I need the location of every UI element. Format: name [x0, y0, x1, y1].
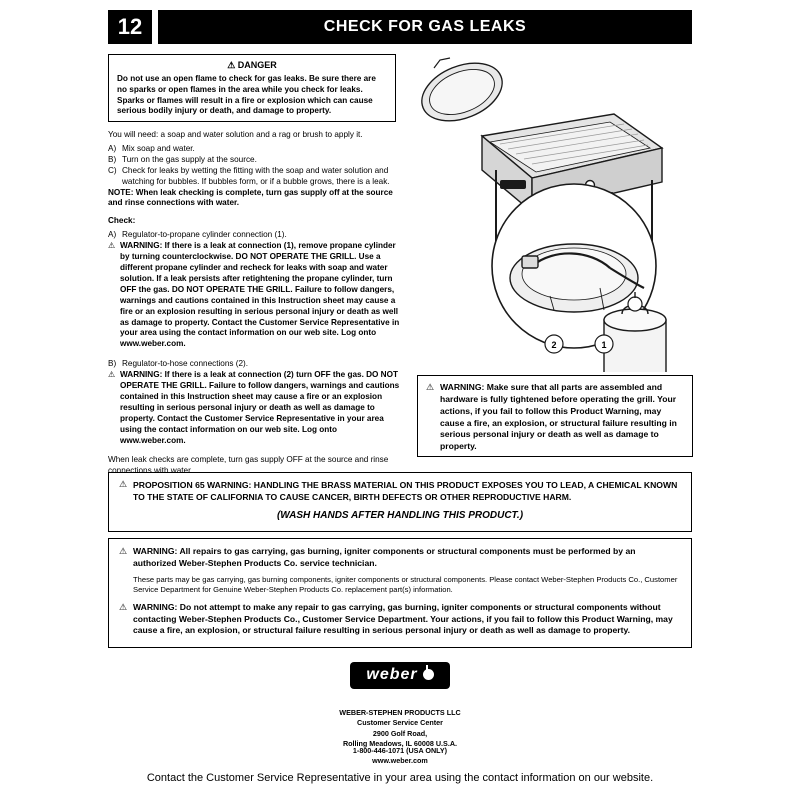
page-header: [108, 10, 692, 44]
page-title: CHECK FOR GAS LEAKS: [158, 10, 692, 44]
warning-a-text: WARNING: If there is a leak at connection (1), remove propane cylinder by turning counterclockwise. DO NOT OPERATE THE GRILL. Use a different propane cylinder and recheck for leaks with soap and water solution. If a leak persists after retightening the propane cylinder, turn OFF the gas. DO NOT OPERATE THE GRILL. Failure to follow dangers, warnings and cautions contained in this Instruction sheet may cause a fire or an explosion resulting in serious personal injury or death as well as damage to property. Contact the Customer Service Representative in your area using the contact information on our web site. Log onto www.weber.com.: [120, 241, 400, 349]
danger-box: [108, 54, 396, 122]
weber-logo: [0, 662, 800, 689]
repair-note-text: These parts may be gas carrying, gas burning components, igniter components or structural components. Please contact Weber-Stephen Products Co., Customer Service Department for Genuine Weber-Stephen Products Co. replacement part(s) information.: [133, 574, 678, 595]
warning-triangle-icon: ⚠: [119, 546, 128, 556]
logo-text: weber: [366, 666, 418, 683]
callout-2-label: 2: [551, 340, 557, 350]
list-item: [108, 230, 400, 241]
step-marker: B): [108, 154, 117, 164]
wash-hands-text: (WASH HANDS AFTER HANDLING THIS PRODUCT.): [276, 510, 524, 522]
item-marker: A): [108, 230, 117, 240]
address-line-2: Rolling Meadows, IL 60008 U.S.A.: [342, 739, 458, 749]
list-item: [108, 155, 400, 166]
you-will-need-line: You will need: a soap and water solution and a rag or brush to apply it.: [108, 130, 363, 139]
note-text: NOTE: When leak checking is complete, turn gas supply off at the source and rinse connections with water.: [108, 187, 393, 208]
department-name: Customer Service Center: [357, 718, 443, 728]
warning-a: [108, 241, 400, 350]
warning-triangle-icon: ⚠: [108, 370, 116, 380]
step-marker: A): [108, 143, 117, 153]
company-name: WEBER-STEPHEN PRODUCTS LLC: [339, 708, 461, 717]
page-number-badge: 12: [108, 10, 152, 44]
footer-address: [0, 708, 800, 750]
item-text: Regulator-to-hose connections (2).: [122, 359, 249, 369]
step-marker: C): [108, 165, 117, 175]
item-text: Regulator-to-propane cylinder connection (1).: [122, 230, 287, 240]
check-label: Check:: [108, 216, 136, 226]
footer-contact-line: Contact the Customer Service Representative in your area using the contact information on our website.: [146, 772, 654, 784]
list-item: [108, 359, 400, 370]
phone-number: 1-800-446-1071 (USA ONLY): [352, 746, 448, 755]
callout-1-label: 1: [601, 340, 607, 350]
assembly-warning-box: [417, 375, 693, 457]
list-item: [108, 166, 400, 188]
footer-contact-info: [0, 746, 800, 767]
item-marker: B): [108, 359, 117, 369]
warning-b: [108, 370, 400, 446]
repair-warnings-box: [108, 538, 692, 648]
step-text: Turn on the gas supply at the source.: [122, 154, 257, 164]
list-item: [108, 144, 400, 155]
warning-triangle-icon: ⚠: [119, 479, 128, 489]
step-text: Mix soap and water.: [122, 143, 195, 153]
grill-illustration: [404, 52, 696, 372]
warning-triangle-icon: ⚠: [119, 601, 128, 612]
warning-triangle-icon: ⚠: [108, 241, 116, 251]
prop65-box: [108, 472, 692, 532]
step-text: Check for leaks by wetting the fitting with the soap and water solution and watching for bubbles. If bubbles form, or if a bubble grows, there is a leak.: [122, 165, 390, 186]
website-url[interactable]: www.weber.com: [372, 756, 428, 766]
assembly-warning-text: WARNING: Make sure that all parts are assembled and hardware is fully tightened before operating the grill. Your actions, if you fail to follow this Product Warning, may cause a fire, an explosion, or structural failure resulting in serious personal injury or death as well as damage to property.: [440, 382, 677, 452]
danger-title: ⚠ DANGER: [227, 60, 277, 70]
instructions-column: [108, 130, 400, 480]
kettle-icon: [423, 669, 434, 680]
repair-warning-1-text: WARNING: All repairs to gas carrying, gas burning, igniter components or structural components must be performed by an authorized Weber-Stephen Products Co. service technician.: [133, 546, 636, 568]
danger-text: Do not use an open flame to check for gas leaks. Be sure there are no sparks or open flames in the area while you check for leaks. Sparks or flames will result in a fire or explosion which can cause serious bodily injury or death, and damage to property.: [117, 74, 376, 116]
warning-b-text: WARNING: If there is a leak at connection (2) turn OFF the gas. DO NOT OPERATE THE GRILL. Failure to follow dangers, warnings and cautions contained in this Instruction sheet may cause a fire or an explosion resulting in serious personal injury or death as well as damage to property. Contact the Customer Service Representative in your area using the contact information on our web site. Log onto www.weber.com.: [120, 370, 400, 445]
warning-triangle-icon: ⚠: [426, 382, 435, 392]
repair-warning-2-text: WARNING: Do not attempt to make any repair to gas carrying, gas burning, igniter components or structural components without contacting Weber-Stephen Products Co., Customer Service Department. Your actions, if you fail to follow this Product Warning, may cause a fire, an explosion, or structural failure resulting in serious personal injury or death as well as damage to property.: [133, 601, 673, 636]
prop65-text: PROPOSITION 65 WARNING: HANDLING THE BRASS MATERIAL ON THIS PRODUCT EXPOSES YOU TO LEAD, A CHEMICAL KNOWN TO THE STATE OF CALIFORNIA TO CAUSE CANCER, BIRTH DEFECTS OR OTHER REPRODUCTIVE HARM.: [133, 480, 678, 503]
address-line-1: 2900 Golf Road,: [372, 728, 428, 738]
closing-text: When leak checks are complete, turn gas supply OFF at the source and rinse connections with water.: [108, 455, 389, 476]
